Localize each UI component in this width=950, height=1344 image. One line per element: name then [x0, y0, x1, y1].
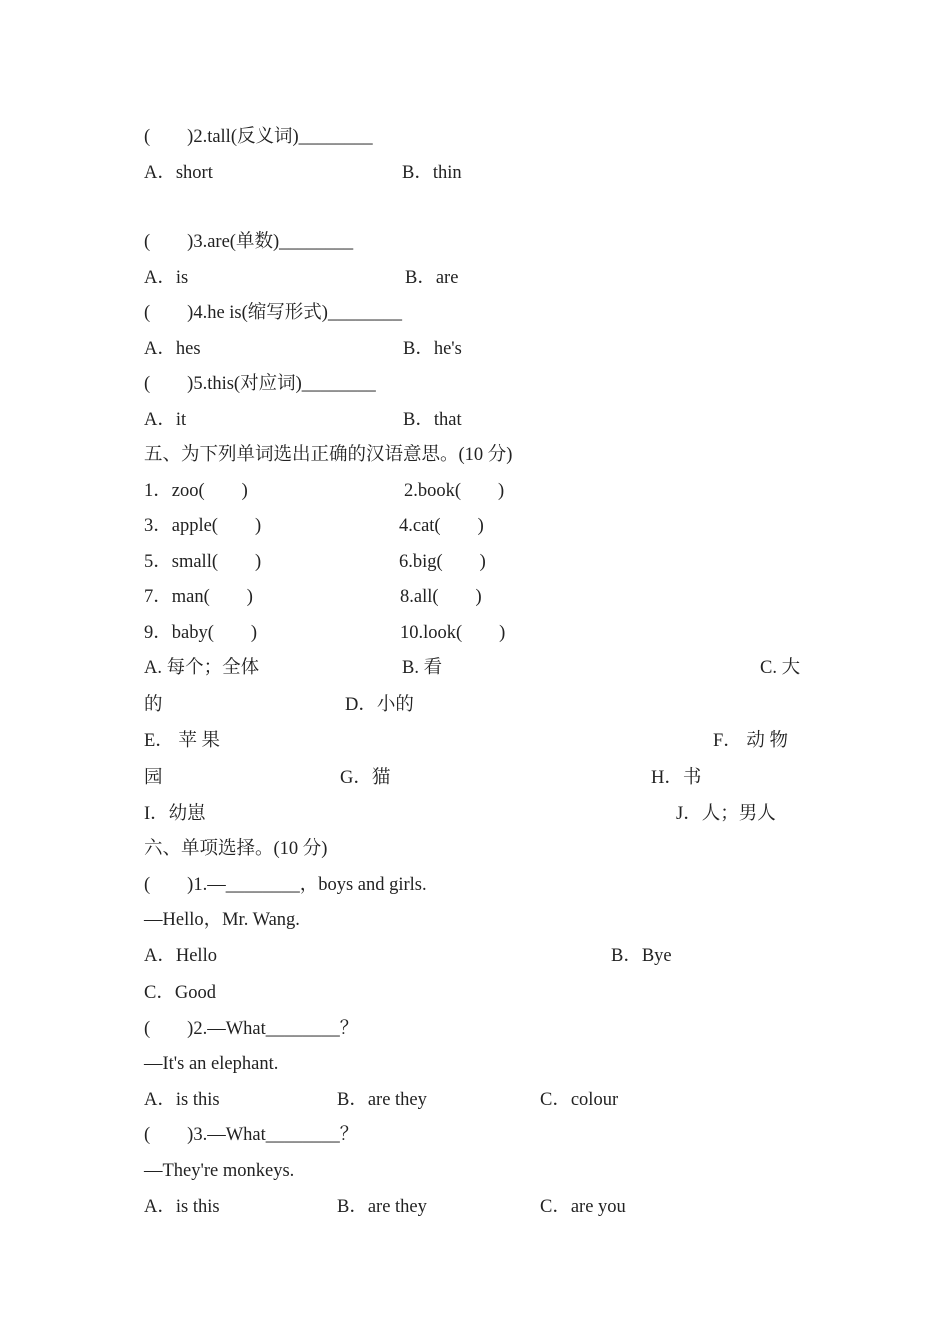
question-5-stem: ( )5.this(对应词)________: [144, 374, 376, 394]
meaning-option-f-continued: 园: [144, 768, 163, 788]
meaning-option-f: F． 动 物: [713, 731, 789, 751]
choice-question-1-option-c[interactable]: C．Good: [144, 983, 216, 1003]
choice-question-2-reply: —It's an elephant.: [144, 1054, 279, 1074]
choice-question-3-stem: ( )3.—What________？: [144, 1125, 359, 1145]
choice-question-1-option-b[interactable]: B．Bye: [611, 946, 672, 966]
choice-question-2-option-c[interactable]: C．colour: [540, 1090, 619, 1110]
word-item: 7．man( ): [144, 587, 253, 607]
meaning-option-c-continued: 的: [144, 695, 163, 715]
choice-question-2-option-b[interactable]: B．are they: [337, 1090, 427, 1110]
choice-question-3-option-a[interactable]: A．is this: [144, 1197, 220, 1217]
section-6-heading: 六、单项选择。(10 分): [144, 839, 328, 859]
question-2-option-a[interactable]: A．short: [144, 163, 213, 183]
word-item: 1．zoo( ): [144, 481, 248, 501]
meaning-option-i: I．幼崽: [144, 804, 206, 824]
question-5-option-a[interactable]: A．it: [144, 410, 187, 430]
word-item: 5．small( ): [144, 552, 262, 572]
question-5-option-b[interactable]: B．that: [403, 410, 462, 430]
meaning-option-a: A. 每个；全体: [144, 658, 260, 678]
choice-question-3-option-b[interactable]: B．are they: [337, 1197, 427, 1217]
word-item: 3．apple( ): [144, 516, 262, 536]
meaning-option-e: E． 苹 果: [144, 731, 221, 751]
choice-question-1-reply: —Hello，Mr. Wang.: [144, 910, 300, 930]
meaning-option-d: D．小的: [345, 695, 414, 715]
word-item: 4.cat( ): [399, 516, 484, 536]
meaning-option-b: B. 看: [402, 658, 443, 678]
question-4-option-a[interactable]: A．hes: [144, 339, 201, 359]
section-5-heading: 五、为下列单词选出正确的汉语意思。(10 分): [144, 445, 513, 465]
choice-question-2-stem: ( )2.—What________？: [144, 1019, 359, 1039]
word-item: 10.look( ): [400, 623, 506, 643]
meaning-option-g: G．猫: [340, 768, 391, 788]
choice-question-1-stem: ( )1.—________，boys and girls.: [144, 875, 427, 895]
word-item: 9．baby( ): [144, 623, 258, 643]
choice-question-2-option-a[interactable]: A．is this: [144, 1090, 220, 1110]
meaning-option-c: C. 大: [760, 658, 801, 678]
word-item: 6.big( ): [399, 552, 486, 572]
meaning-option-h: H．书: [651, 768, 702, 788]
choice-question-3-option-c[interactable]: C．are you: [540, 1197, 626, 1217]
question-2-option-b[interactable]: B．thin: [402, 163, 462, 183]
choice-question-1-option-a[interactable]: A．Hello: [144, 946, 217, 966]
choice-question-3-reply: —They're monkeys.: [144, 1161, 295, 1181]
word-item: 8.all( ): [400, 587, 482, 607]
meaning-option-j: J．人；男人: [676, 804, 776, 824]
question-4-option-b[interactable]: B．he's: [403, 339, 462, 359]
question-3-option-a[interactable]: A．is: [144, 268, 189, 288]
question-3-option-b[interactable]: B．are: [405, 268, 459, 288]
question-4-stem: ( )4.he is(缩写形式)________: [144, 303, 402, 323]
word-item: 2.book( ): [404, 481, 505, 501]
question-3-stem: ( )3.are(单数)________: [144, 232, 354, 252]
question-2-stem: ( )2.tall(反义词)________: [144, 127, 373, 147]
